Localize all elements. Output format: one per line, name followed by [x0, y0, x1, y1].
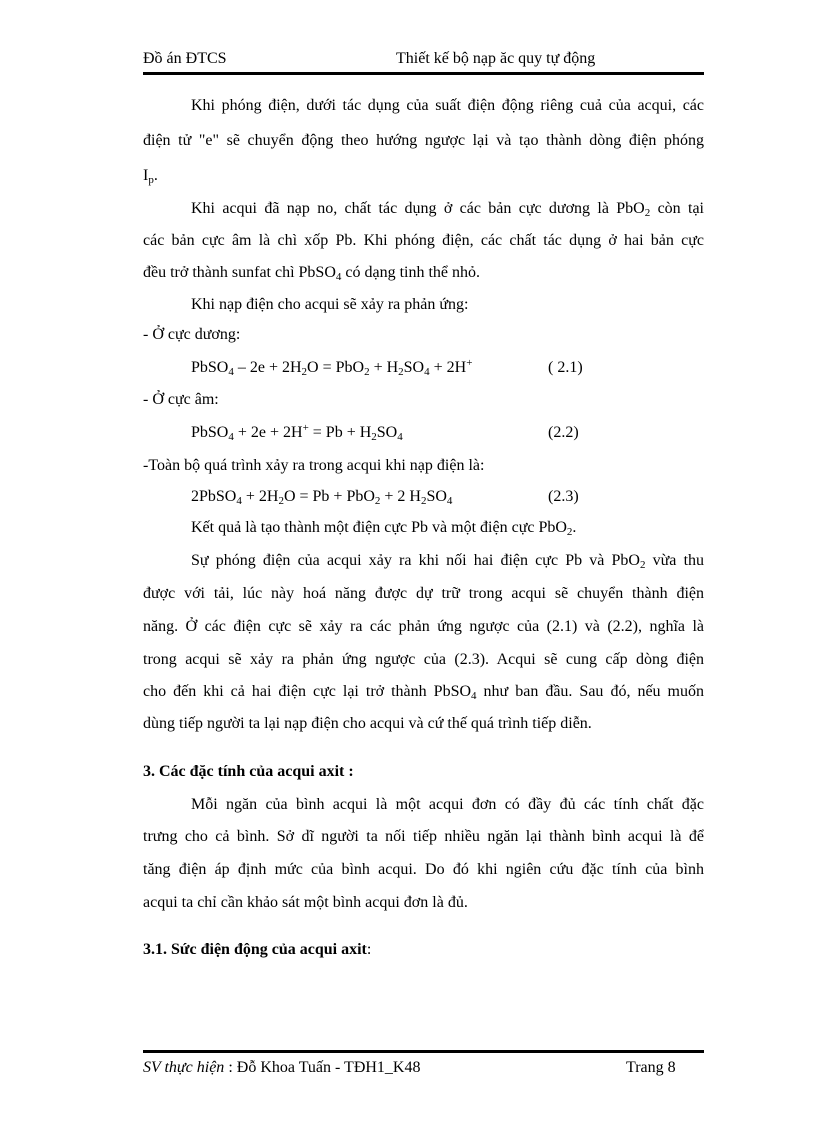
- equation-2-3: 2PbSO$_4$ + $2H_2O = Pb + PbO_2 + 2$ $H_2SO_4$: [191, 488, 453, 507]
- para4-line4: trong acqui sẽ xảy ra phản ứng ngược của (2.3). Acqui sẽ cung cấp dòng điện: [143, 651, 704, 668]
- para4-line2: được với tải, lúc này hoá năng được dự trữ trong acqui sẽ chuyển thành điện: [143, 585, 704, 602]
- result-line: Kết quả là tạo thành một điện cực Pb và một điện cực PbO$_2$.: [191, 519, 577, 538]
- para4-line3: năng. Ở các điện cực sẽ xảy ra các phản ứng ngược của (2.1) và (2.2), nghĩa là: [143, 618, 704, 635]
- para4-line5: cho đến khi cả hai điện cực lại trở thành PbSO$_4$ như ban đầu. Sau đó, nếu muốn: [143, 683, 705, 702]
- para3: Khi nạp điện cho acqui sẽ xảy ra phản ứng:: [191, 296, 469, 313]
- section3-line2: trưng cho cả bình. Sở dĩ người ta nối tiếp nhiều ngăn lại thành bình acqui là để: [143, 828, 704, 845]
- para1-line3: $I_p$.: [143, 167, 158, 186]
- footer-rule: [143, 1050, 704, 1053]
- section31-title: 3.1. Sức điện động của acqui axit:: [143, 941, 372, 958]
- para2-line3: đều trở thành sunfat chì PbSO$_4$ có dạng tinh thể nhỏ.: [143, 264, 481, 283]
- header-right: Thiết kế bộ nạp ăc quy tự động: [396, 50, 596, 67]
- positive-electrode-label: - Ở cực dương:: [143, 326, 241, 343]
- equation-2-2: PbSO$_4$ + $2e + 2H^+ = Pb + H_2SO_4$: [191, 422, 403, 443]
- section3-line1: Mỗi ngăn của bình acqui là một acqui đơn có đầy đủ các tính chất đặc: [191, 796, 704, 813]
- negative-electrode-label: - Ở cực âm:: [143, 391, 219, 408]
- para1-line1: Khi phóng điện, dưới tác dụng của suất điện động riêng cuả của acqui, các: [191, 97, 704, 114]
- whole-process-label: -Toàn bộ quá trình xảy ra trong acqui khi nạp điện là:: [143, 457, 485, 474]
- equation-2-2-label: (2.2): [548, 424, 579, 441]
- footer-page-number: Trang 8: [626, 1059, 676, 1076]
- para4-line6: dùng tiếp người ta lại nạp điện cho acqui và cứ thế quá trình tiếp diễn.: [143, 715, 592, 732]
- equation-2-1-label: ( 2.1): [548, 359, 583, 376]
- para2-line2: các bản cực âm là chì xốp Pb. Khi phóng điện, các chất tác dụng ở hai bản cực: [143, 232, 704, 249]
- section3-line4: acqui ta chỉ cần khảo sát một bình acqui đơn là đủ.: [143, 894, 468, 911]
- section3-line3: tăng điện áp định mức của bình acqui. Do đó khi ngiên cứu đặc tính của bình: [143, 861, 704, 878]
- footer-author: SV thực hiện : Đỗ Khoa Tuấn - TĐH1_K48: [143, 1059, 421, 1076]
- para4-line1: Sự phóng điện của acqui xảy ra khi nối hai điện cực Pb và PbO$_2$ vừa thu: [191, 552, 705, 571]
- section3-title: 3. Các đặc tính của acqui axit :: [143, 763, 354, 780]
- para2-line1: Khi acqui đã nạp no, chất tác dụng ở các bản cực dương là PbO$_2$ còn tại: [191, 200, 704, 219]
- header-rule: [143, 72, 704, 75]
- equation-2-3-label: (2.3): [548, 488, 579, 505]
- para1-line2: điện tử "e" sẽ chuyển động theo hướng ngược lại và tạo thành dòng điện phóng: [143, 132, 704, 149]
- equation-2-1: PbSO$_4$ – $2e + 2H_2O = PbO_2 + H_2SO_4 + 2H^+$: [191, 357, 473, 378]
- header-left: Đồ án ĐTCS: [143, 50, 227, 67]
